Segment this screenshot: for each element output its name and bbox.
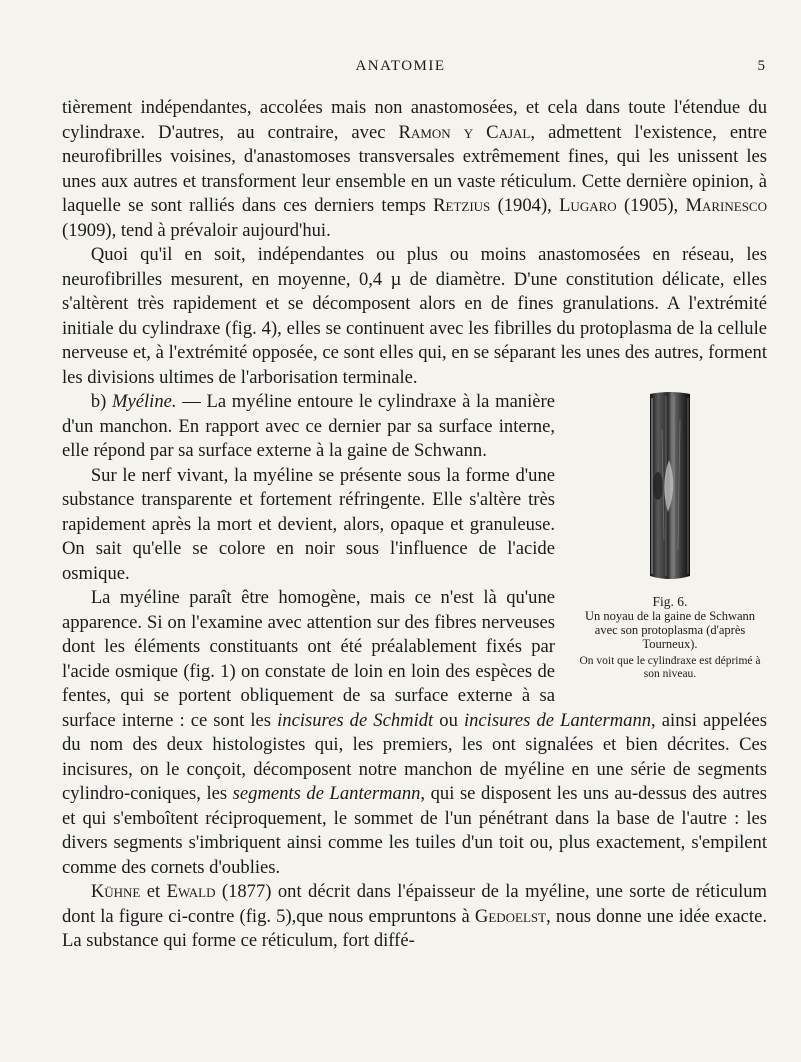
author-lugaro: Lugaro bbox=[559, 195, 617, 216]
page-header bbox=[0, 58, 801, 82]
running-title: ANATOMIE bbox=[355, 58, 446, 74]
nerve-fiber-illustration bbox=[642, 390, 698, 590]
paragraph-1: tièrement indépendantes, accolées mais non anastomosées, et cela dans toute l'étendue du cylindraxe. D'autres, au contraire, avec Ramon y Cajal, admettent l'existence, entre neurofibrilles voisines, d'anastomoses transversales extrêmement fines, qui les unissent les unes aux autres et transforment leur ensemble en un vaste réticulum. Cette dernière opinion, à laquelle se sont ralliés dans ces derniers temps Retzius (1904), Lugaro (1905), Marinesco (1909), tend à prévaloir aujourd'hui. bbox=[62, 97, 767, 241]
figure-caption: Un noyau de la gaine de Schwann avec son protoplasma (d'après Tourneux). bbox=[584, 609, 756, 651]
term-incisures-lantermann: incisures de Lantermann bbox=[463, 709, 652, 731]
author-gedoelst: Gedoelst bbox=[474, 905, 547, 927]
figure-caption-note: On voit que le cylindraxe est déprimé à son niveau. bbox=[579, 655, 761, 680]
page-number: 5 bbox=[757, 58, 765, 74]
author-retzius: Retzius bbox=[433, 195, 491, 216]
author-marinesco: Marinesco bbox=[685, 195, 767, 216]
paragraph-5: La myéline paraît être homogène, mais ce n'est là qu'une apparence. Si on l'examine avec attention sur des fibres nerveuses dont les éléments constituants ont été préalablement fixés par l'acide osmique (fig. 1) on constate de loin en loin des espèces de fentes, qui se portent obliquement de sa surface externe à sa surface interne : ce sont les incisures de Schmidt ou incisures de Lantermann, ainsi appelées du nom des deux histologistes qui, les premiers, les ont signalées et bien décrites. Ces incisures, on le conçoit, décomposent notre manchon de myéline en une série de segments cylindro-coniques, les segments de Lantermann, qui se disposent les uns au-dessus des autres et qui s'emboîtent réciproquement, le sommet de l'un pénétrant dans la base de l'autre : les divers segments s'imbriquent ainsi comme les tuiles d'un toit ou, plus exactement, s'empilent comme des cornets d'oublies. bbox=[62, 587, 767, 878]
paragraph-2: Quoi qu'il en soit, indépendantes ou plus ou moins anastomosées en réseau, les neurofibrilles mesurent, en moyenne, 0,4 µ de diamètre. D'une constitution délicate, elles s'altèrent très rapidement et se décomposent alors en de fines granulations. A l'extrémité initiale du cylindraxe (fig. 4), elles se continuent avec les fibrilles du protoplasma de la cellule nerveuse et, à l'extrémité opposée, ce sont elles qui, en se séparant les unes des autres, forment les divisions ultimes de l'arborisation terminale. bbox=[62, 244, 767, 388]
figure-label: Fig. 6. bbox=[652, 594, 688, 609]
term-incisures-schmidt: incisures de Schmidt bbox=[277, 709, 434, 731]
author-ewald: Ewald bbox=[166, 881, 216, 902]
paragraph-3: b) Myéline. — La myéline entoure le cylindraxe à la manière d'un manchon. En rapport avec ce dernier par sa surface interne, elle répond par sa surface externe à la gaine de Schwann. bbox=[62, 391, 555, 461]
body-text bbox=[62, 96, 767, 954]
paragraph-6: Kühne et Ewald (1877) ont décrit dans l'épaisseur de la myéline, une sorte de réticulum dont la figure ci-contre (fig. 5),que nous empruntons à Gedoelst, nous donne une idée exacte. La substance qui forme ce réticulum, fort diffé- bbox=[62, 881, 767, 951]
term-myeline: Myéline. bbox=[112, 391, 177, 412]
author-ramon-y-cajal: Ramon y Cajal bbox=[398, 121, 531, 143]
figure-6 bbox=[573, 390, 767, 681]
author-kuhne: Kühne bbox=[90, 881, 141, 902]
paragraph-4: Sur le nerf vivant, la myéline se présente sous la forme d'une substance transparente et fortement réfringente. Elle s'altère très rapidement après la mort et devient, alors, opaque et granuleuse. On sait qu'elle se colore en noir sous l'influence de l'acide osmique. bbox=[62, 464, 555, 584]
term-segments-lantermann: segments de Lantermann bbox=[232, 783, 421, 804]
